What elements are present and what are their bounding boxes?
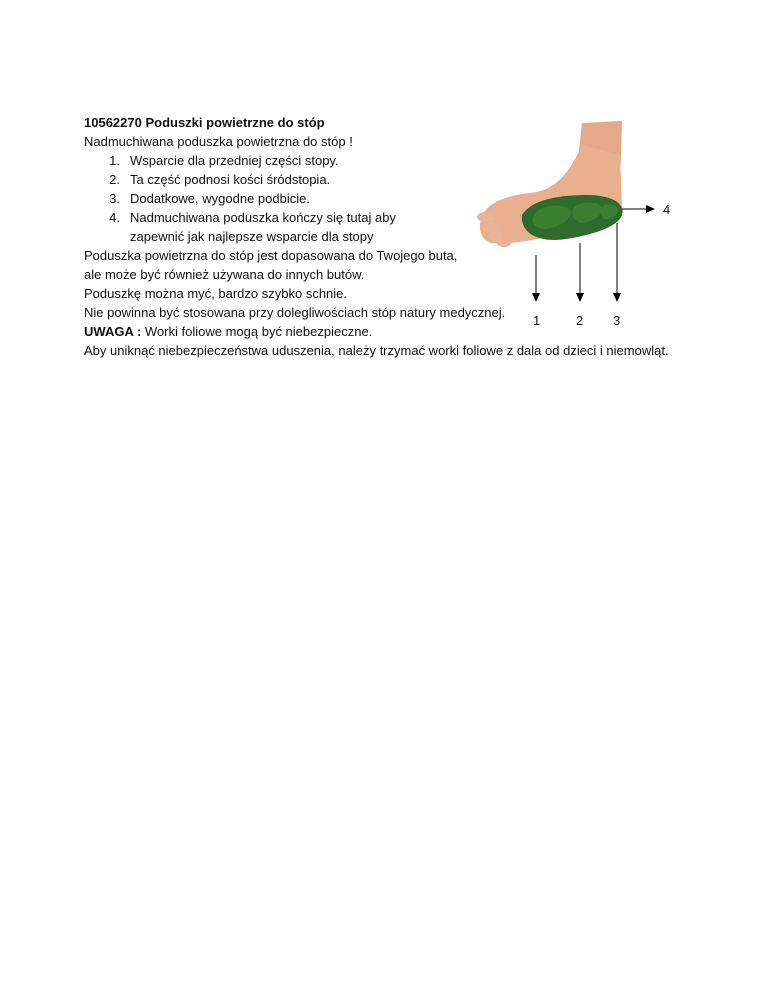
toe-2: [482, 222, 498, 232]
doc-title: 10562270 Poduszki powietrzne do stóp: [84, 115, 325, 130]
list-number-1: 1.: [109, 153, 120, 168]
warning-label: UWAGA :: [84, 324, 142, 339]
list-number-4: 4.: [109, 210, 120, 225]
callout-label-3: 3: [613, 313, 621, 328]
arrowhead-3: [613, 293, 621, 302]
foot-insole-illustration: [470, 115, 680, 315]
callout-label-2: 2: [576, 313, 584, 328]
callout-label-1: 1: [533, 313, 541, 328]
paragraph-medical: Nie powinna być stosowana przy dolegliwościach stóp natury medycznej.: [84, 305, 506, 320]
list-item-4-continuation: zapewnić jak najlepsze wsparcie dla stopy: [130, 229, 374, 244]
warning-text: Worki foliowe mogą być niebezpieczne.: [141, 324, 373, 339]
paragraph-other-shoes: ale może być również używana do innych butów.: [84, 267, 365, 282]
toe-1: [477, 212, 495, 222]
list-number-2: 2.: [109, 172, 120, 187]
intro-line: Nadmuchiwana poduszka powietrzna do stóp !: [84, 134, 353, 149]
warning-line: [84, 322, 372, 341]
list-item-3: Dodatkowe, wygodne podbicie.: [130, 191, 310, 206]
list-item-1: Wsparcie dla przedniej części stopy.: [130, 153, 339, 168]
toe-4: [497, 239, 511, 247]
arrowhead-2: [576, 293, 584, 302]
paragraph-washable: Poduszkę można myć, bardzo szybko schnie.: [84, 286, 348, 301]
paragraph-suffocation: Aby uniknąć niebezpieczeństwa uduszenia, należy trzymać worki foliowe z dala od dzieci i niemowląt.: [84, 343, 669, 358]
arrowhead-1: [532, 293, 540, 302]
list-item-4: Nadmuchiwana poduszka kończy się tutaj aby: [130, 210, 396, 225]
list-item-2: Ta część podnosi kości śródstopia.: [130, 172, 331, 187]
arrowhead-4: [646, 205, 655, 213]
paragraph-fit: Poduszka powietrzna do stóp jest dopasowana do Twojego buta,: [84, 248, 458, 263]
callout-label-4: 4: [663, 202, 671, 217]
list-number-3: 3.: [109, 191, 120, 206]
